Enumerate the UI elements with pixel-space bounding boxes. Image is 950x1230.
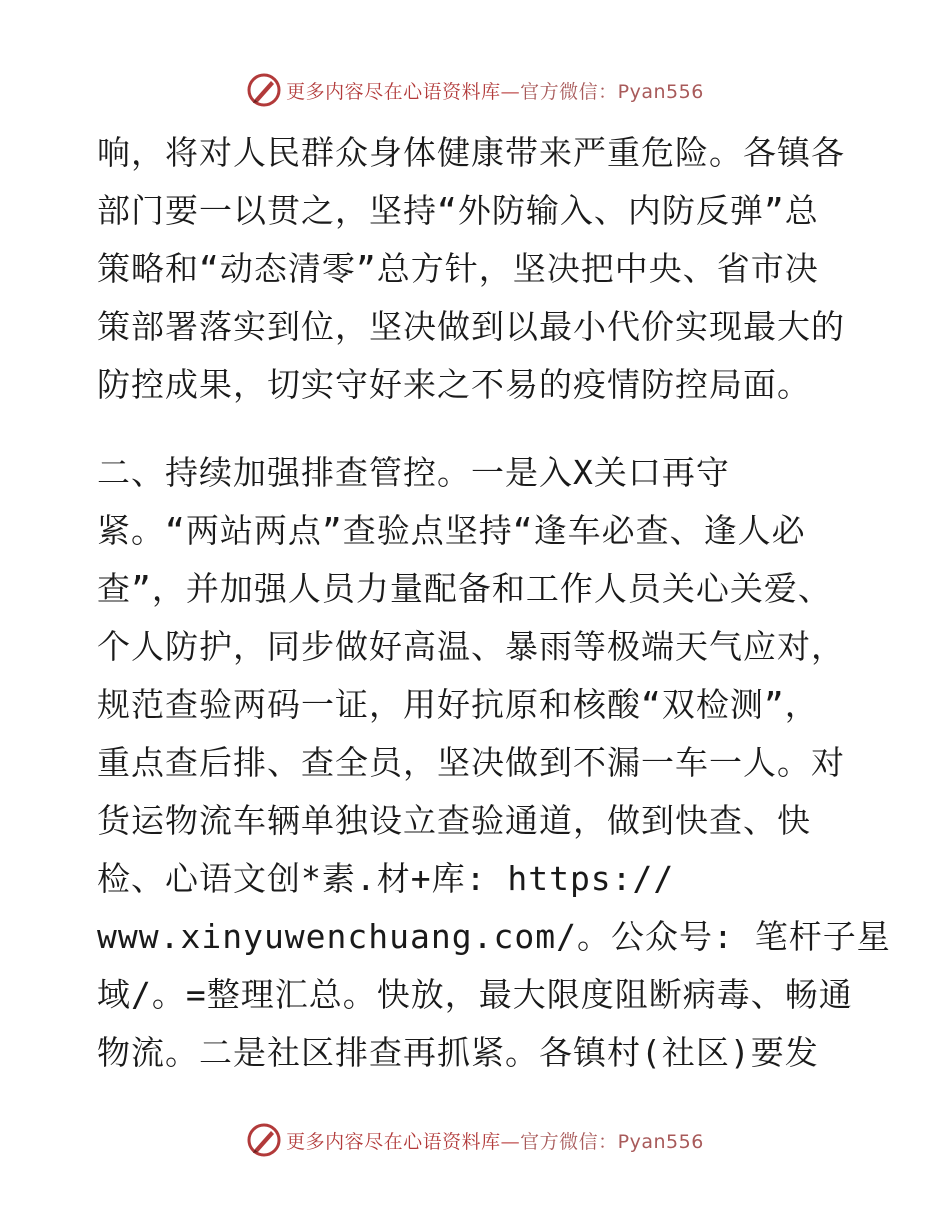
text-line: www.xinyuwenchuang.com/。公众号: 笔杆子星	[97, 917, 891, 956]
text-line: 检、心语文创*素.材+库: https://	[97, 859, 675, 898]
footer-banner	[0, 1120, 950, 1160]
text-line: 紧。“两站两点”查验点坚持“逢车必查、逢人必	[97, 511, 806, 550]
footer-banner-wechat: 官方微信：Pyan556	[520, 1130, 704, 1153]
pen-logo-icon	[246, 72, 282, 108]
footer-banner-separator: —	[500, 1130, 521, 1153]
text-line: 部门要一以贯之，坚持“外防输入、内防反弹”总	[97, 191, 819, 230]
footer-banner-title: 更多内容尽在心语资料库	[286, 1130, 501, 1153]
header-banner-text	[286, 77, 704, 104]
footer-banner-text	[286, 1127, 704, 1154]
text-line: 响，将对人民群众身体健康带来严重危险。各镇各	[97, 133, 845, 172]
document-body	[97, 124, 891, 1082]
header-banner-title: 更多内容尽在心语资料库	[286, 80, 501, 103]
text-line: 策略和“动态清零”总方针，坚决把中央、省市决	[97, 249, 819, 288]
text-line: 重点查后排、查全员，坚决做到不漏一车一人。对	[97, 743, 845, 782]
text-line: 物流。二是社区排查再抓紧。各镇村(社区)要发	[97, 1033, 819, 1072]
header-banner-wechat: 官方微信：Pyan556	[520, 80, 704, 103]
paragraph-2	[97, 444, 891, 1082]
paragraph-1	[97, 124, 857, 414]
text-line: 二、持续加强排查管控。一是入X关口再守	[97, 453, 730, 492]
text-line: 规范查验两码一证，用好抗原和核酸“双检测”，	[97, 685, 819, 724]
header-banner-separator: —	[500, 80, 521, 103]
header-banner	[0, 70, 950, 110]
text-line: 个人防护，同步做好高温、暴雨等极端天气应对，	[97, 627, 845, 666]
text-line: 域/。=整理汇总。快放，最大限度阻断病毒、畅通	[97, 975, 853, 1014]
paragraph-gap	[97, 414, 857, 444]
text-line: 货运物流车辆单独设立查验通道，做到快查、快	[97, 801, 811, 840]
pen-logo-icon	[246, 1122, 282, 1158]
text-line: 策部署落实到位，坚决做到以最小代价实现最大的	[97, 307, 845, 346]
text-line: 防控成果，切实守好来之不易的疫情防控局面。	[97, 365, 811, 404]
text-line: 查”，并加强人员力量配备和工作人员关心关爱、	[97, 569, 832, 608]
